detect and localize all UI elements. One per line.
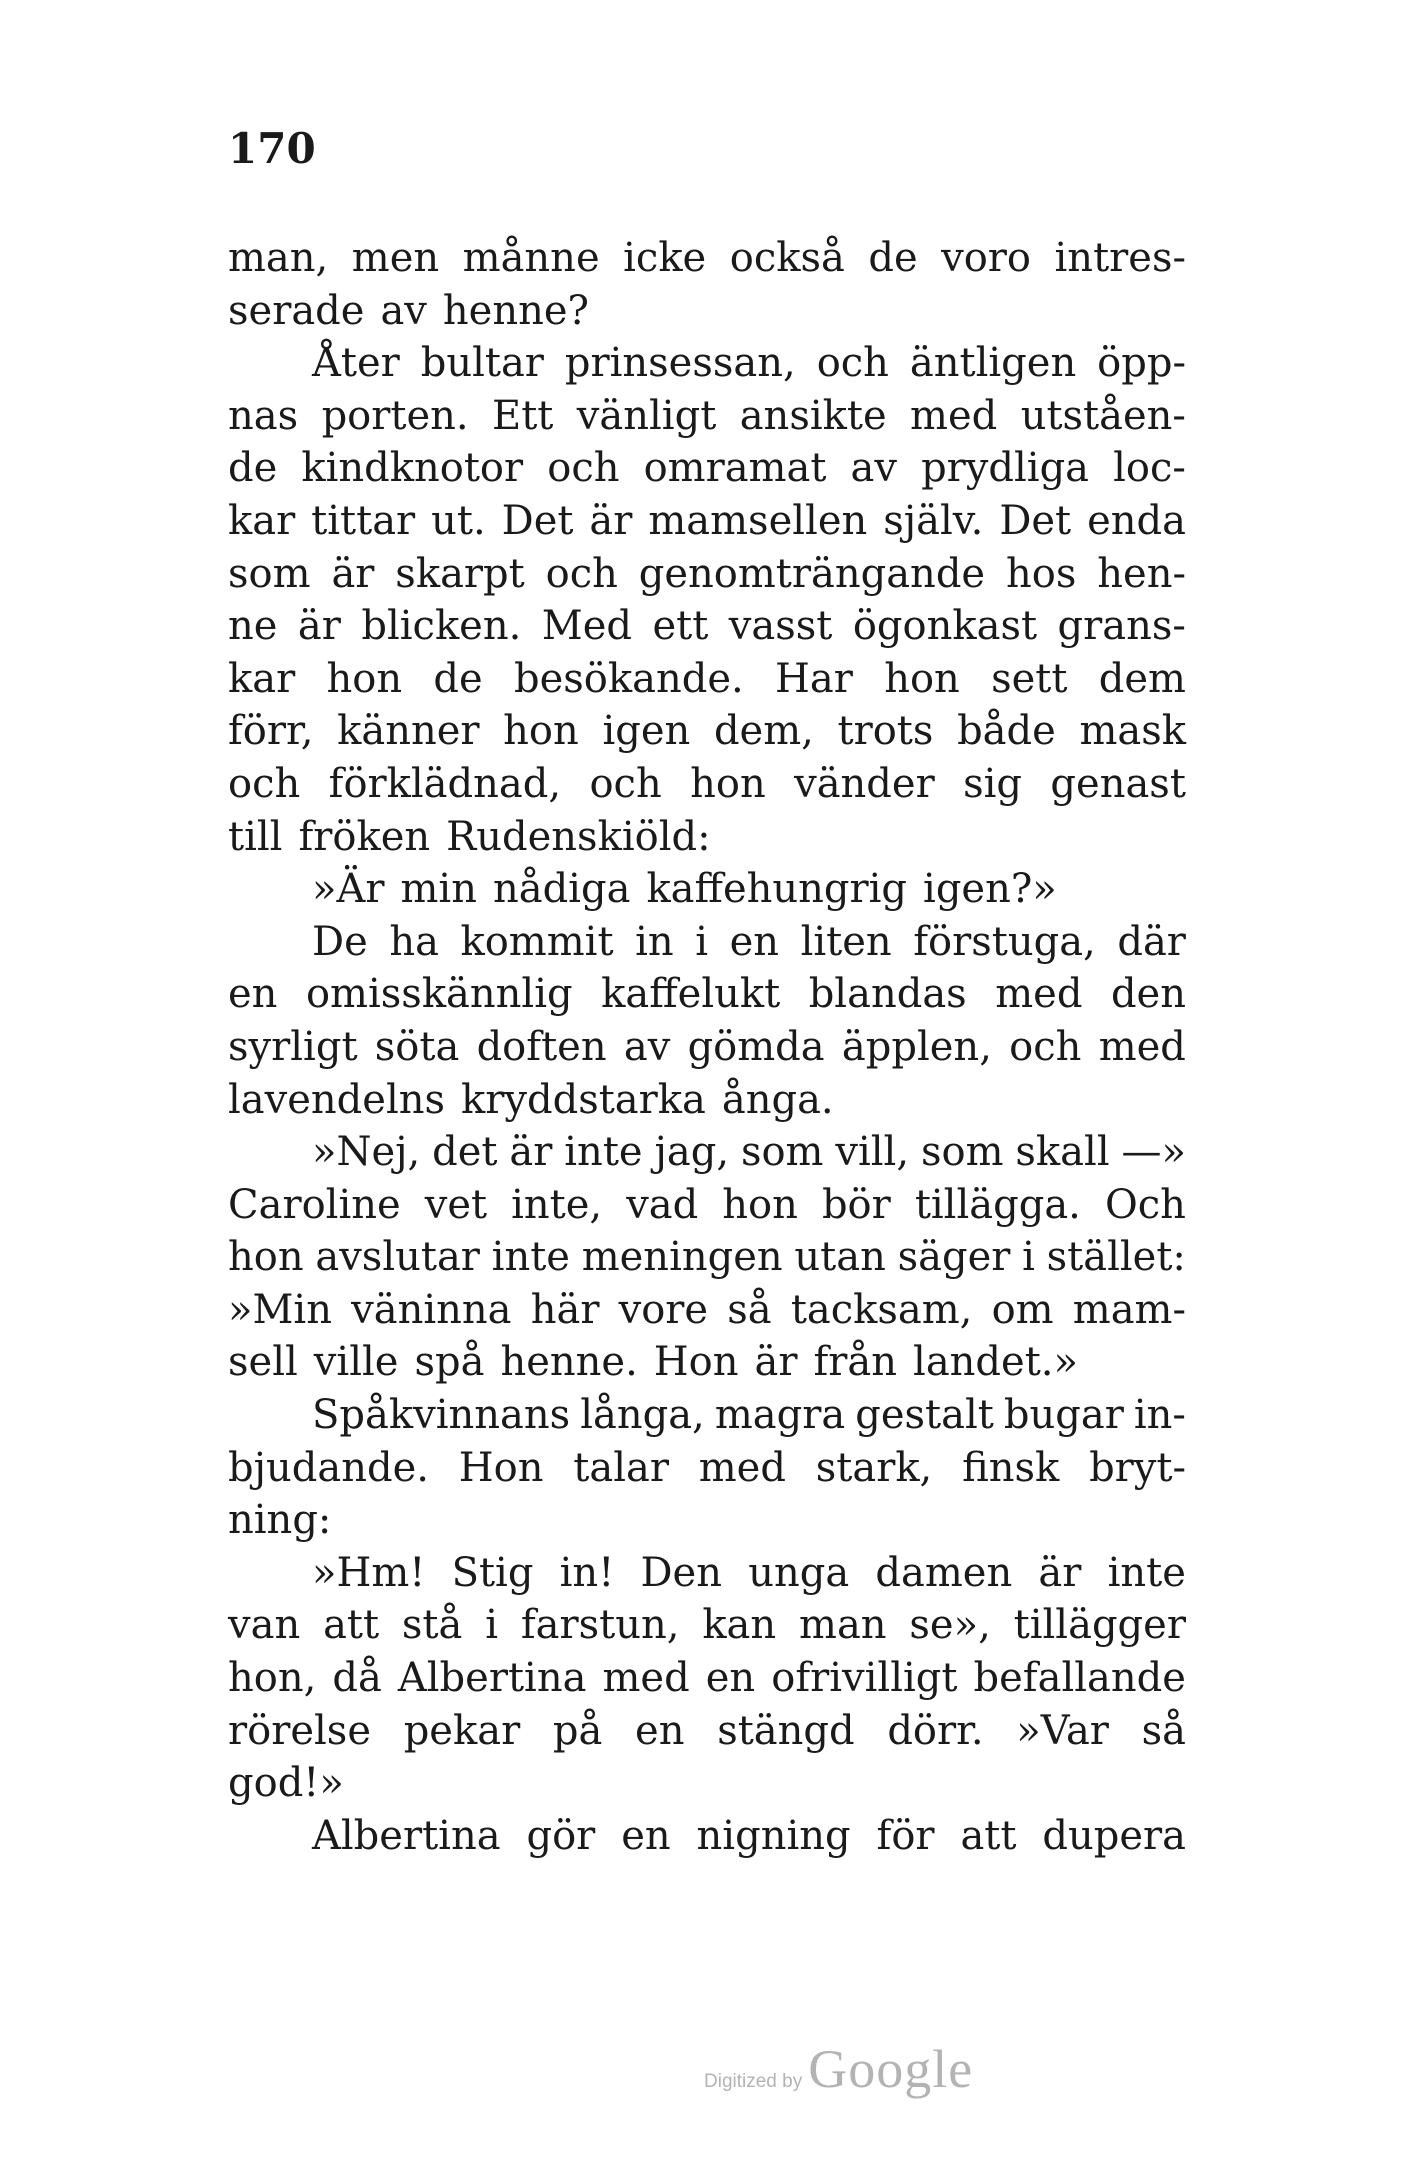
text-line: rörelse pekar på en stängd dörr. »Var så [228, 1707, 1186, 1754]
text-line: »Min väninna här vore så tacksam, om mam- [228, 1286, 1186, 1333]
text-line: bjudande. Hon talar med stark, finsk bryt- [228, 1444, 1186, 1491]
text-line: lavendelns kryddstarka ånga. [228, 1076, 834, 1123]
text-line: ne är blicken. Med ett vasst ögonkast grans- [228, 603, 1186, 650]
text-line: Åter bultar prinsessan, och äntligen öpp- [312, 340, 1186, 387]
text-line: »Hm! Stig in! Den unga damen är inte [312, 1549, 1186, 1596]
text-line: ning: [228, 1497, 332, 1544]
text-line: sell ville spå henne. Hon är från landet.» [228, 1339, 1078, 1386]
text-line: »Är min nådiga kaffehungrig igen?» [312, 866, 1057, 913]
text-line: serade av henne? [228, 287, 589, 334]
text-line: kar tittar ut. Det är mamsellen själv. Det enda [228, 497, 1186, 544]
text-line: till fröken Rudenskiöld: [228, 813, 711, 860]
digitized-watermark [704, 2038, 973, 2100]
text-line: och förklädnad, och hon vänder sig genast [228, 760, 1186, 807]
text-line: syrligt söta doften av gömda äpplen, och med [228, 1023, 1186, 1070]
text-line: nas porten. Ett vänligt ansikte med utståen- [228, 392, 1186, 439]
text-line: som är skarpt och genomträngande hos hen- [228, 550, 1186, 597]
page-number: 170 [228, 124, 316, 173]
text-line: hon, då Albertina med en ofrivilligt befallande [228, 1655, 1186, 1702]
text-line: Caroline vet inte, vad hon bör tillägga. Och [228, 1181, 1186, 1228]
text-line: man, men månne icke också de voro intres- [228, 235, 1186, 281]
text-line: hon avslutar inte meningen utan säger i stället: [228, 1234, 1186, 1281]
digitized-label: Digitized by [704, 2071, 803, 2092]
text-line: »Nej, det är inte jag, som vill, som skall —» [312, 1129, 1186, 1176]
text-line: van att stå i farstun, kan man se», tillägger [228, 1602, 1186, 1649]
text-line: kar hon de besökande. Har hon sett dem [228, 655, 1186, 702]
text-line: De ha kommit in i en liten förstuga, där [312, 918, 1186, 965]
text-line: Albertina gör en nigning för att dupera [312, 1812, 1186, 1859]
google-logo: Google [808, 2039, 974, 2099]
text-line: en omisskännlig kaffelukt blandas med den [228, 971, 1186, 1018]
text-line: de kindknotor och omramat av prydliga loc- [228, 445, 1186, 492]
text-line: Spåkvinnans långa, magra gestalt bugar in- [312, 1392, 1186, 1439]
text-line: god!» [228, 1760, 344, 1807]
body-text [228, 232, 1186, 1862]
text-line: förr, känner hon igen dem, trots både mask [228, 708, 1186, 755]
